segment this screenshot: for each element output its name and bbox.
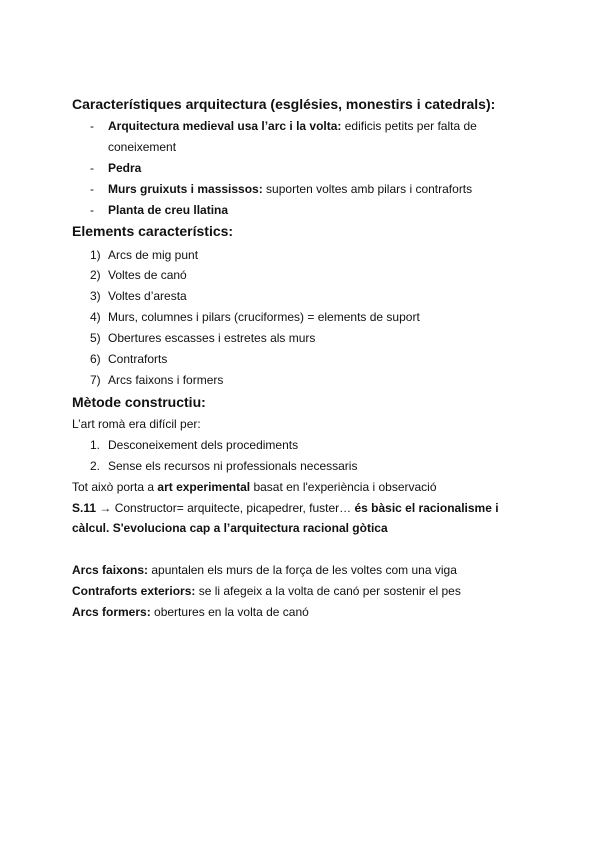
bullet-bold: Arquitectura medieval usa l’arc i la volta: [108, 119, 342, 133]
list-item: Voltes d’aresta [108, 289, 187, 303]
list-item: Obertures escasses i estretes als murs [108, 331, 316, 345]
bullet-item [108, 118, 477, 134]
text-run: basat en l'experiència i observació [250, 480, 437, 494]
definition-term: Arcs formers: [72, 605, 151, 619]
text-run: Tot això porta a [72, 480, 158, 494]
list-item: Murs, columnes i pilars (cruciformes) = elements de suport [108, 310, 420, 324]
bullet-item [108, 160, 141, 176]
bullet-dash: - [90, 203, 94, 217]
list-item: Desconeixement dels procediments [108, 438, 299, 452]
list-number: 5) [90, 331, 101, 345]
bullet-item [108, 181, 472, 197]
definition-term: Contraforts exteriors: [72, 584, 196, 598]
definition-text: obertures en la volta de canó [150, 605, 309, 619]
list-item: Arcs faixons i formers [108, 373, 224, 387]
paragraph-s11-continuation: càlcul. S'evoluciona cap a l’arquitectura racional gòtica [72, 521, 388, 535]
list-item: Contraforts [108, 352, 168, 366]
section-title-elements: Elements característics: [72, 223, 234, 239]
definition-text: se li afegeix a la volta de canó per sostenir el pes [195, 584, 461, 598]
bullet-dash: - [90, 182, 94, 196]
list-number: 3) [90, 289, 101, 303]
section-title-characteristics: Característiques arquitectura (esglésies, monestirs i catedrals): [72, 96, 496, 112]
bullet-item [108, 202, 228, 218]
bullet-dash: - [90, 119, 94, 133]
text-bold: art experimental [157, 480, 251, 494]
definition-row [72, 583, 461, 599]
definition-term: Arcs faixons: [72, 563, 149, 577]
bullet-bold: Murs gruixuts i massissos: [108, 182, 263, 196]
method-intro: L’art romà era difícil per: [72, 417, 201, 431]
bullet-text: edificis petits per falta de [341, 119, 477, 133]
definition-row [72, 562, 457, 578]
bullet-continuation: coneixement [108, 140, 177, 154]
definition-row [72, 604, 309, 620]
list-number: 1. [90, 438, 101, 452]
bullet-bold: Pedra [108, 161, 142, 175]
paragraph-s11 [72, 500, 499, 516]
bullet-text: suporten voltes amb pilars i contraforts [262, 182, 473, 196]
bullet-bold: Planta de creu llatina [108, 203, 229, 217]
bullet-dash: - [90, 161, 94, 175]
list-item: Sense els recursos ni professionals necessaris [108, 459, 358, 473]
list-number: 2. [90, 459, 101, 473]
list-number: 1) [90, 248, 101, 262]
definition-text: apuntalen els murs de la força de les voltes com una viga [148, 563, 457, 577]
list-number: 2) [90, 268, 101, 282]
list-item: Arcs de mig punt [108, 248, 199, 262]
section-title-method: Mètode constructiu: [72, 394, 206, 410]
list-number: 7) [90, 373, 101, 387]
text-bold: S.11 [72, 501, 97, 515]
paragraph-experimental [72, 479, 437, 495]
text-run: → Constructor= arquitecte, picapedrer, fuster… [96, 501, 355, 515]
list-number: 4) [90, 310, 101, 324]
list-number: 6) [90, 352, 101, 366]
text-bold: és bàsic el racionalisme i [354, 501, 499, 515]
list-item: Voltes de canó [108, 268, 187, 282]
